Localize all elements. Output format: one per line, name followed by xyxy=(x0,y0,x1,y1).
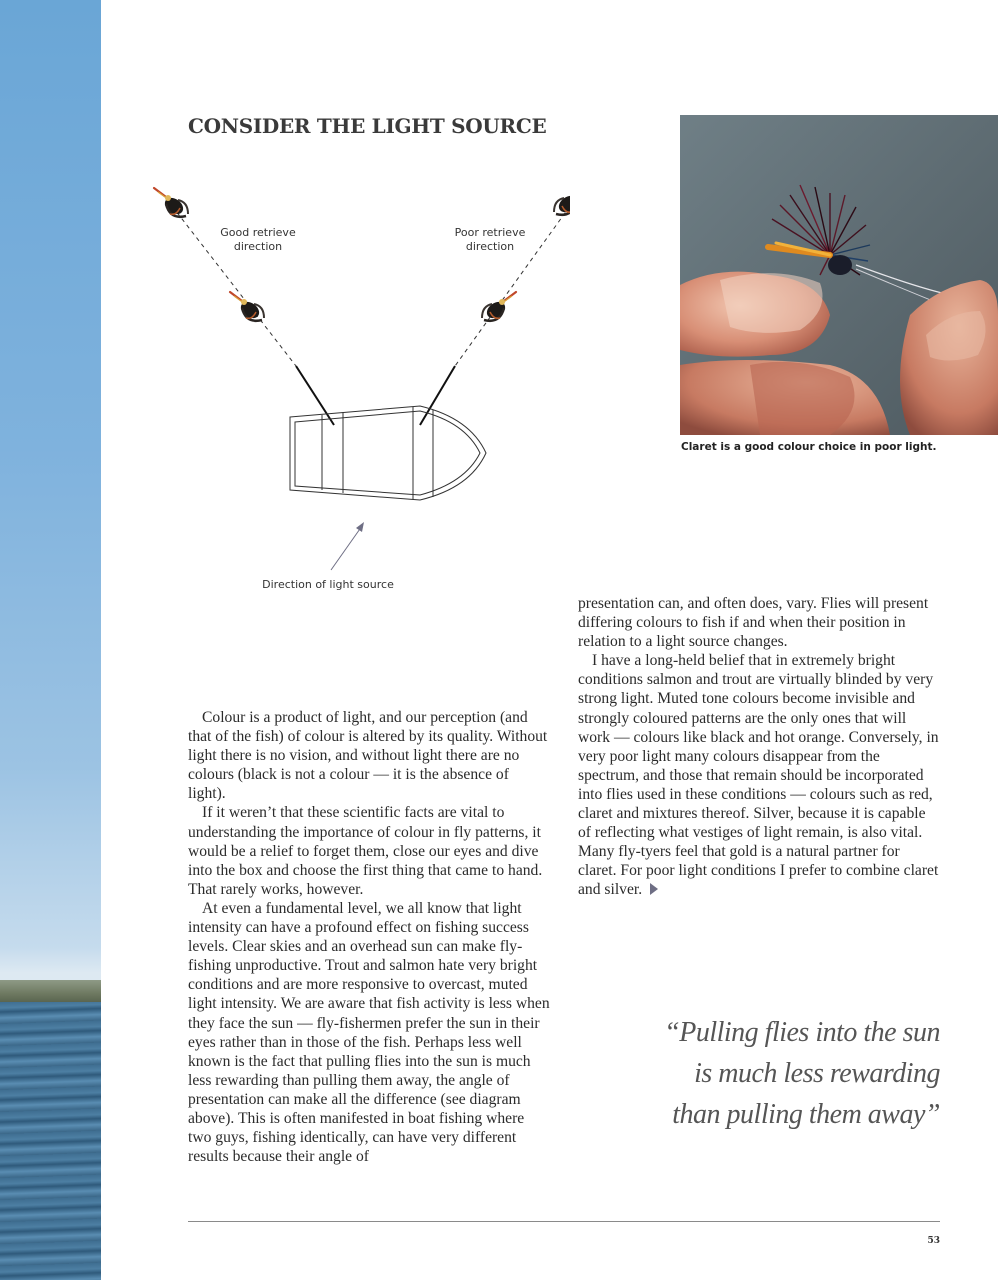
page-number: 53 xyxy=(927,1236,940,1246)
pull-quote-line: is much less rewarding xyxy=(694,1058,940,1089)
body-column-left xyxy=(188,708,550,1166)
footer-rule xyxy=(188,1221,940,1222)
fly-in-fingers-photo xyxy=(680,115,998,435)
light-source-arrowhead xyxy=(356,522,364,532)
photo-caption: Claret is a good colour choice in poor light. xyxy=(681,441,937,453)
fly-icon xyxy=(154,188,188,217)
good-retrieve-label: Good retrieve direction xyxy=(220,226,296,253)
pull-quote xyxy=(610,1012,940,1135)
boat-outline xyxy=(290,406,486,500)
light-source-label: Direction of light source xyxy=(262,578,394,591)
paragraph-text: I have a long-held belief that in extremely bright conditions salmon and trout are virtually blinded by very strong light. Muted tone colours become invisible and strongly coloured patterns are the only ones that will work — colours like black and hot orange. Conversely, in very poor light many colours disappear from the spectrum, and those that remain should be incorporated into flies used in these conditions — colours such as red, claret and mixtures thereof. Silver, because it is capable of reflecting what vestiges of light remain, is also vital. Many fly-tyers feel that gold is a natural partner for claret. For poor light conditions I prefer to combine claret and silver. xyxy=(578,652,939,899)
fly-icon xyxy=(482,292,516,321)
section-heading: CONSIDER THE LIGHT SOURCE xyxy=(188,114,547,138)
fly-icon xyxy=(554,186,570,215)
paragraph: If it weren’t that these scientific facts are vital to understanding the importance of colour in fly patterns, it would be a relief to forget them, close our eyes and dive into the box and choose the first thing that came to hand. That rarely works, however. xyxy=(188,804,543,898)
pull-quote-line: “Pulling flies into the sun xyxy=(664,1017,940,1048)
light-source-arrow xyxy=(331,526,362,570)
poor-retrieve-label: Poor retrieve direction xyxy=(454,226,526,253)
pull-quote-line: than pulling them away” xyxy=(672,1099,940,1130)
body-column-right xyxy=(578,594,940,900)
light-source-diagram xyxy=(150,170,570,610)
shoreline xyxy=(0,980,101,1002)
paragraph: presentation can, and often does, vary. Flies will present differing colours to fish if and when their position in relation to a light source changes. xyxy=(578,595,929,651)
fly-icon xyxy=(230,292,264,321)
sky-sea-photo-strip xyxy=(0,0,101,1280)
paragraph xyxy=(578,651,940,899)
article-end-arrow-icon xyxy=(650,883,658,895)
paragraph: At even a fundamental level, we all know that light intensity can have a profound effect on fishing success levels. Clear skies and an overhead sun can make fly-fishing unproductive. Trout and salmon hate very bright conditions and are more responsive to overcast, muted light intensity. We are aware that fish activity is less when they face the sun — fly-fishermen prefer the sun in their eyes rather than in those of the fish. Perhaps less well known is the fact that pulling flies into the sun is much less rewarding than pulling them away, the angle of presentation can make all the difference (see diagram above). This is often manifested in boat fishing where two guys, fishing identically, can have very different results because their angle of xyxy=(188,899,550,1166)
water xyxy=(0,1002,101,1280)
paragraph: Colour is a product of light, and our perception (and that of the fish) of colour is altered by its quality. Without light there is no vision, and without light there are no colours (black is not a colour — it is the absence of light). xyxy=(188,709,548,803)
fly-photo xyxy=(680,115,998,435)
